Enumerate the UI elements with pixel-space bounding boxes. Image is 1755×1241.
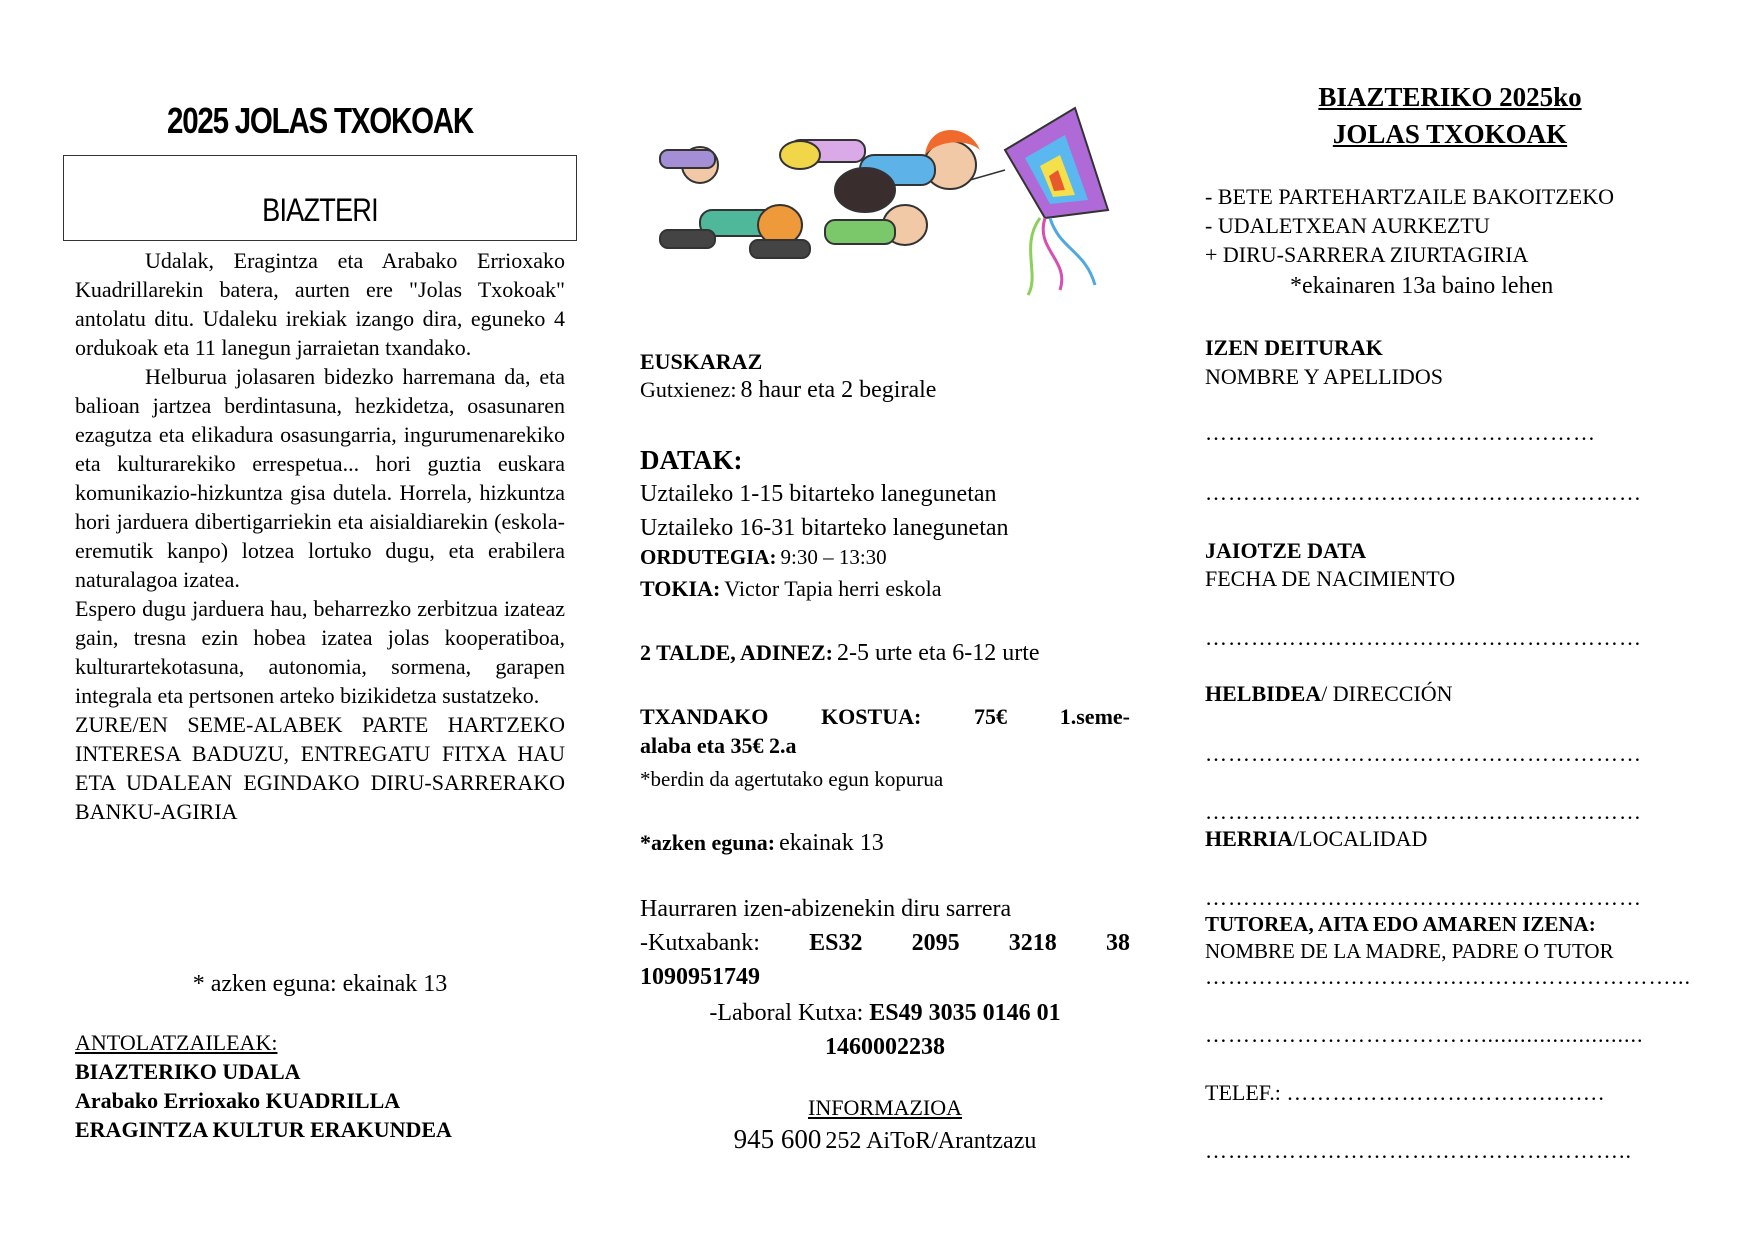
instruction-3: + DIRU-SARRERA ZIURTAGIRIA bbox=[1205, 242, 1529, 267]
address-label bbox=[1205, 679, 1453, 708]
kutxabank-label: -Kutxabank: bbox=[640, 930, 760, 956]
left-deadline: * azken eguna: ekainak 13 bbox=[192, 971, 448, 997]
tutor-label-eu: TUTOREA, AITA EDO AMAREN IZENA: bbox=[1205, 912, 1596, 936]
kutxabank-part-1: ES32 bbox=[809, 930, 863, 956]
cost-word-3: 75€ bbox=[974, 704, 1008, 729]
form-title-line-1: BIAZTERIKO 2025ko bbox=[1318, 82, 1582, 112]
organizer-1: BIAZTERIKO UDALA bbox=[75, 1059, 301, 1084]
phone-line bbox=[1205, 1078, 1605, 1107]
cost-line-2: alaba eta 35€ 2.a bbox=[640, 733, 797, 758]
address-field-line-2[interactable]: ………………………………………………… bbox=[1205, 799, 1642, 824]
organizer-2: Arabako Errioxako KUADRILLA bbox=[75, 1088, 401, 1113]
schedule-label: ORDUTEGIA: bbox=[640, 545, 777, 569]
instruction-deadline: *ekainaren 13a baino lehen bbox=[1290, 273, 1554, 299]
name-label-es: NOMBRE Y APELLIDOS bbox=[1205, 364, 1443, 389]
birth-date-field[interactable]: ………………………………………………… bbox=[1205, 625, 1642, 650]
tutor-label-es: NOMBRE DE LA MADRE, PADRE O TUTOR bbox=[1205, 939, 1614, 963]
town-field[interactable]: ………………………………………………… bbox=[1205, 885, 1642, 910]
name-label-eu: IZEN DEITURAK bbox=[1205, 335, 1383, 360]
laboral-value: ES49 3035 0146 01 bbox=[869, 1000, 1061, 1026]
instruction-2: - UDALETXEAN AURKEZTU bbox=[1205, 213, 1490, 238]
address-label-es: / DIRECCIÓN bbox=[1321, 681, 1453, 706]
tutor-field-line-2[interactable]: ………………………………......................... bbox=[1205, 1022, 1644, 1047]
info-contact bbox=[640, 1122, 1130, 1157]
minimum-label: Gutxienez: bbox=[640, 377, 737, 402]
town-label-eu: HERRIA bbox=[1205, 826, 1294, 851]
title-box bbox=[63, 155, 577, 241]
laboral-label: -Laboral Kutxa: bbox=[709, 1000, 864, 1026]
intro-paragraph: Udalak, Eragintza eta Arabako Errioxako Kuadrillarekin batera, aurten ere "Jolas Txokoak" antolatu ditu. Udaleku irekiak izango dira, eguneko 4 ordukoak eta 11 lanegun jarraietan txandako. bbox=[75, 248, 565, 360]
info-phone: 945 600 bbox=[733, 1124, 822, 1154]
address-field-line-1[interactable]: ………………………………………………… bbox=[1205, 741, 1642, 766]
organizer-3: ERAGINTZA KULTUR ERAKUNDEA bbox=[75, 1117, 452, 1142]
birth-label-eu: JAIOTZE DATA bbox=[1205, 538, 1367, 563]
cost-word-2: KOSTUA: bbox=[821, 704, 922, 729]
cost-note: *berdin da agertutako egun kopurua bbox=[640, 767, 944, 791]
groups-value: 2-5 urte eta 6-12 urte bbox=[836, 640, 1040, 666]
phone-field[interactable]: …………………………….….…. bbox=[1286, 1080, 1605, 1105]
laboral-account-tail: 1460002238 bbox=[825, 1034, 945, 1060]
organizers-heading: ANTOLATZAILEAK: bbox=[75, 1030, 278, 1055]
dates-item-2: Uztaileko 16-31 bitarteko lanegunetan bbox=[640, 515, 1009, 541]
town-label-es: /LOCALIDAD bbox=[1293, 826, 1428, 851]
cost-word-1: TXANDAKO bbox=[640, 704, 769, 729]
info-contact-names: 252 AiToR/Arantzazu bbox=[825, 1128, 1037, 1154]
instruction-1: - BETE PARTEHARTZAILE BAKOITZEKO bbox=[1205, 184, 1614, 209]
dates-item-1: Uztaileko 1-15 bitarteko lanegunetan bbox=[640, 481, 997, 507]
birth-label-es: FECHA DE NACIMIENTO bbox=[1205, 566, 1456, 591]
info-heading: INFORMAZIOA bbox=[808, 1095, 962, 1120]
address-label-eu: HELBIDEA bbox=[1205, 681, 1322, 706]
town-label bbox=[1205, 824, 1427, 853]
minimum-value: 8 haur eta 2 begirale bbox=[740, 377, 937, 403]
phone-label: TELEF.: bbox=[1205, 1080, 1281, 1105]
hope-paragraph: Espero dugu jarduera hau, beharrezko zerbitzua izateaz gain, tresna ezin hobea izatea jolas kooperatiboa, kulturartekotasuna, autonomia, sormena, garapen integrala eta pertsonen arteko bizikidetza sustatzeko. bbox=[75, 596, 565, 708]
left-column bbox=[75, 246, 565, 826]
name-field-line-1[interactable]: …………………………………………… bbox=[1205, 420, 1596, 445]
kutxabank-part-4: 38 bbox=[1105, 930, 1130, 956]
language-heading: EUSKARAZ bbox=[640, 349, 763, 374]
extra-field-line[interactable]: ……………………………………………….. bbox=[1205, 1138, 1632, 1163]
schedule-line bbox=[640, 544, 887, 571]
place-label: TOKIA: bbox=[640, 576, 721, 601]
tutor-field-line-1[interactable]: …………………………….………………………... bbox=[1205, 964, 1691, 989]
goal-paragraph: Helburua jolasaren bidezko harremana da, eta balioan jartzea berdintasuna, hezkidetza, osasunaren ezagutza eta elikadura osasungarria, ingurumenarekiko eta kulturarekiko errespetua... hori guztia euskara komunikazio-hizkuntza gisa dutela. Horrela, hizkuntza hori jarduera dibertigarriekin eta aisialdiarekin (eskola-eremutik kanpo) lotzea lortuko dugu, eta erabilera naturalagoa izatea. bbox=[75, 364, 565, 592]
kutxabank-line bbox=[640, 927, 1130, 959]
kutxabank-account-tail: 1090951749 bbox=[640, 964, 760, 990]
minimum-line bbox=[640, 374, 936, 406]
cost-word-4: 1.seme- bbox=[1059, 704, 1130, 729]
dates-heading: DATAK: bbox=[640, 445, 743, 475]
name-field-line-2[interactable]: ………………………………………………… bbox=[1205, 480, 1642, 505]
groups-line bbox=[640, 637, 1040, 669]
kutxabank-part-3: 3218 bbox=[1008, 930, 1057, 956]
place-line bbox=[640, 574, 942, 603]
kutxabank-part-2: 2095 bbox=[911, 930, 960, 956]
form-title-line-2: JOLAS TXOKOAK bbox=[1332, 119, 1568, 149]
groups-label: 2 TALDE, ADINEZ: bbox=[640, 640, 833, 665]
payment-intro: Haurraren izen-abizenekin diru sarrera bbox=[640, 896, 1012, 922]
page-title: 2025 JOLAS TXOKOAK bbox=[167, 100, 473, 141]
cost-line-1 bbox=[640, 702, 1130, 731]
kids-flying-kite-illustration bbox=[640, 100, 1120, 300]
box-title: BIAZTERI bbox=[262, 192, 378, 228]
last-day-line bbox=[640, 827, 884, 859]
last-day-label: *azken eguna: bbox=[640, 830, 776, 855]
last-day-value: ekainak 13 bbox=[779, 830, 884, 856]
schedule-value: 9:30 – 13:30 bbox=[780, 545, 887, 569]
laboral-line bbox=[640, 997, 1130, 1029]
interest-paragraph: ZURE/EN SEME-ALABEK PARTE HARTZEKO INTERESA BADUZU, ENTREGATU FITXA HAU ETA UDALEAN EGINDAKO DIRU-SARRERAKO BANKU-AGIRIA bbox=[75, 712, 565, 824]
place-value: Victor Tapia herri eskola bbox=[724, 576, 942, 601]
